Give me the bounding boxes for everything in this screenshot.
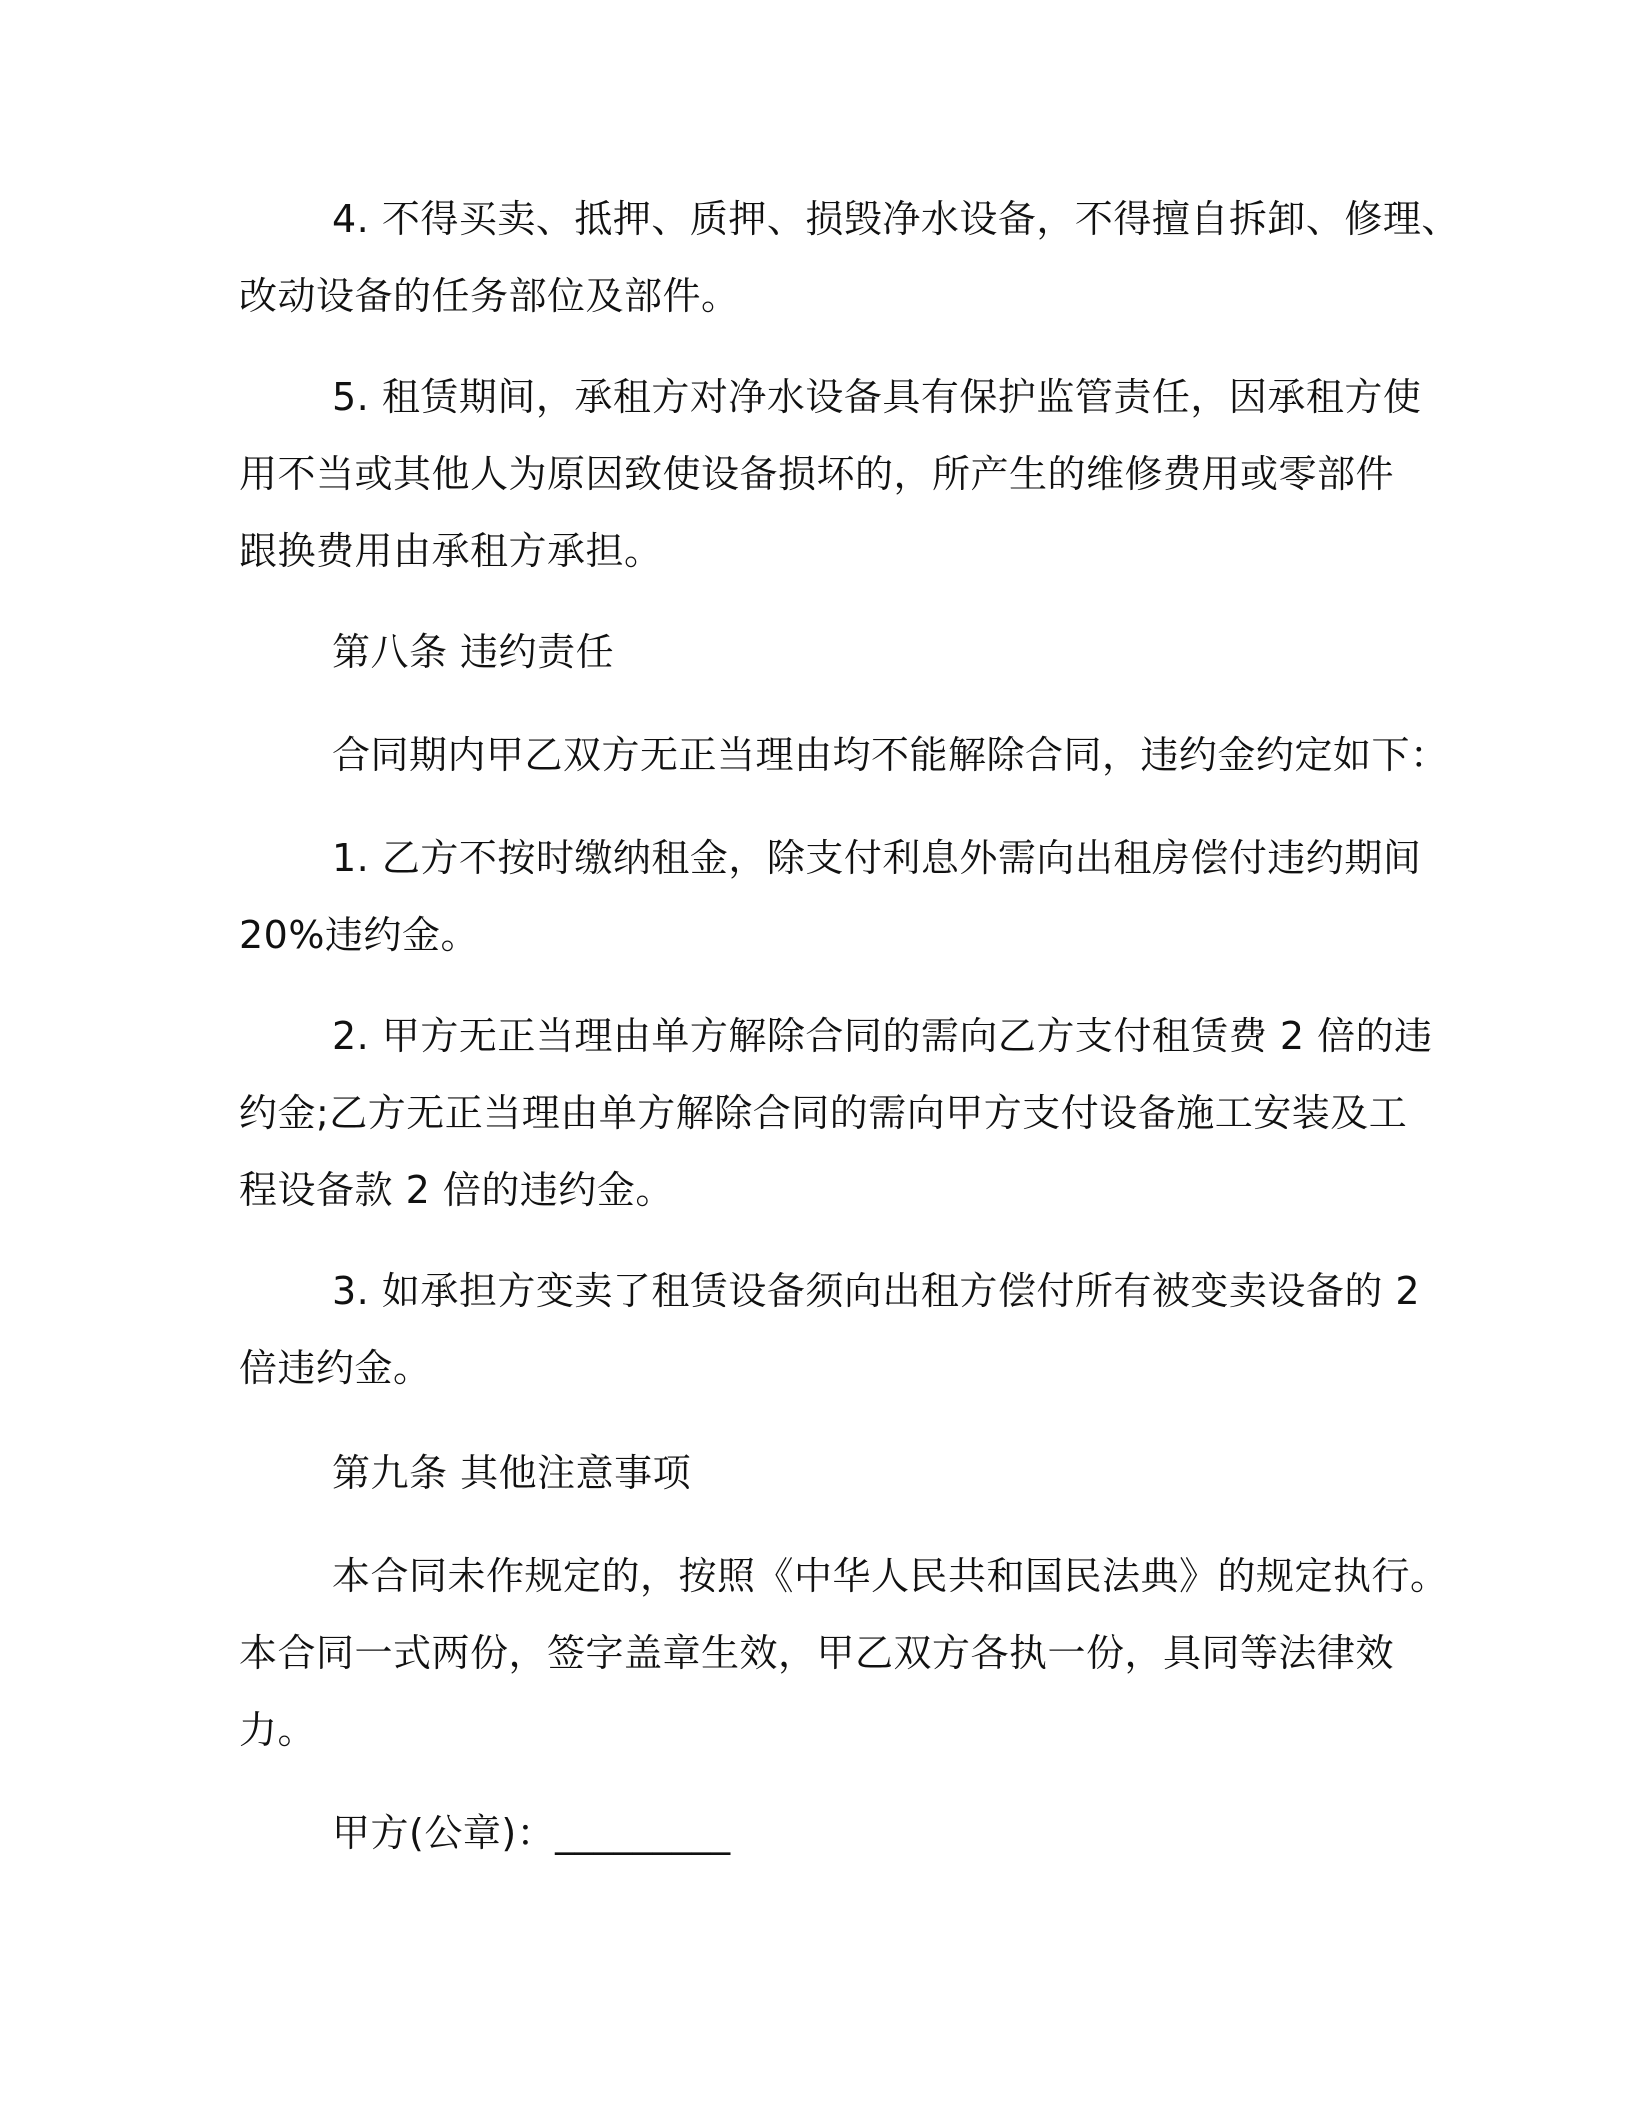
- article8-item1-line1: 1. 乙方不按时缴纳租金，除支付利息外需向出租房偿付违约期间: [332, 836, 1422, 880]
- article9-heading: 第九条 其他注意事项: [332, 1451, 692, 1495]
- article8-intro: 合同期内甲乙双方无正当理由均不能解除合同，违约金约定如下：: [332, 733, 1449, 777]
- item4-line1: 4. 不得买卖、抵押、质押、损毁净水设备，不得擅自拆卸、修理、: [332, 197, 1460, 241]
- article9-para1-line2: 本合同一式两份，签字盖章生效，甲乙双方各执一份，具同等法律效: [239, 1631, 1395, 1675]
- article9-para1-line1: 本合同未作规定的，按照《中华人民共和国民法典》的规定执行。: [332, 1554, 1449, 1598]
- article8-item2-line2: 约金;乙方无正当理由单方解除合同的需向甲方支付设备施工安装及工: [239, 1091, 1408, 1135]
- item5-line2: 用不当或其他人为原因致使设备损坏的，所产生的维修费用或零部件: [239, 452, 1395, 496]
- article9-para1-line3: 力。: [239, 1708, 317, 1752]
- item5-line3: 跟换费用由承租方承担。: [239, 529, 663, 573]
- article8-item2-line1: 2. 甲方无正当理由单方解除合同的需向乙方支付租赁费 2 倍的违: [332, 1014, 1433, 1058]
- article8-item3-line2: 倍违约金。: [239, 1346, 432, 1390]
- item5-line1: 5. 租赁期间，承租方对净水设备具有保护监管责任，因承租方使: [332, 375, 1422, 419]
- article8-item2-line3: 程设备款 2 倍的违约金。: [239, 1168, 674, 1212]
- article8-item1-line2: 20%违约金。: [239, 913, 479, 957]
- article8-heading: 第八条 违约责任: [332, 630, 615, 674]
- item4-line2: 改动设备的任务部位及部件。: [239, 274, 740, 318]
- article8-item3-line1: 3. 如承担方变卖了租赁设备须向出租方偿付所有被变卖设备的 2: [332, 1269, 1421, 1313]
- party-a-signature-line: 甲方(公章)：_________: [332, 1811, 731, 1855]
